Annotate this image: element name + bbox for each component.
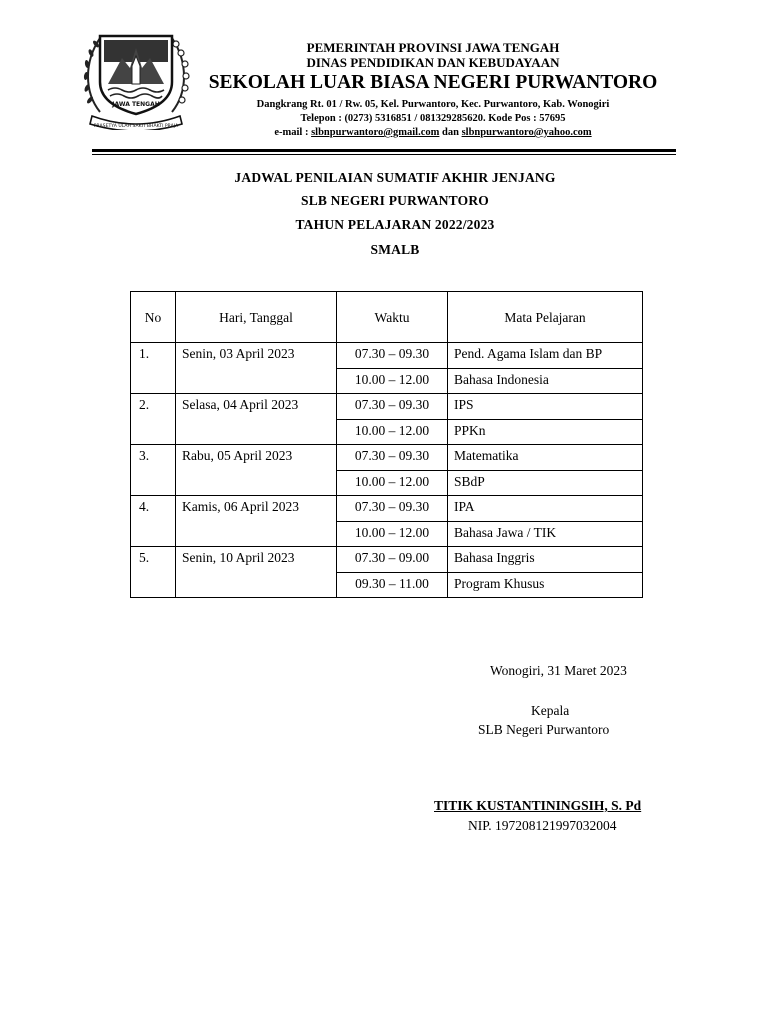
emblem-caption-top: JAWA TENGAH [112, 101, 160, 108]
row-subject: IPS [448, 394, 643, 420]
table-row [131, 521, 643, 547]
table-row [131, 445, 643, 471]
dept-line: DINAS PENDIDIKAN DAN KEBUDAYAAN [306, 55, 560, 70]
row-subject: PPKn [448, 419, 643, 445]
row-time: 10.00 – 12.00 [337, 419, 448, 445]
table-row [131, 368, 643, 394]
row-time: 07.30 – 09.00 [337, 547, 448, 573]
row-no: 4. [131, 496, 176, 522]
signatory-nip: NIP. 197208121997032004 [468, 818, 617, 833]
table-header-row [131, 292, 643, 343]
row-subject: IPA [448, 496, 643, 522]
exam-schedule-table [130, 291, 643, 598]
row-time: 10.00 – 12.00 [337, 368, 448, 394]
row-subject: Bahasa Jawa / TIK [448, 521, 643, 547]
school-name: SEKOLAH LUAR BIASA NEGERI PURWANTORO [208, 72, 658, 93]
row-time: 10.00 – 12.00 [337, 521, 448, 547]
table-row [131, 470, 643, 496]
row-subject: Pend. Agama Islam dan BP [448, 343, 643, 369]
row-time: 07.30 – 09.30 [337, 394, 448, 420]
school-phone: Telepon : (0273) 5316851 / 081329285620. Kode Pos : 57695 [300, 113, 566, 124]
row-time: 10.00 – 12.00 [337, 470, 448, 496]
signatory-name: TITIK KUSTANTININGSIH, S. Pd [434, 798, 642, 813]
table-row [131, 572, 643, 598]
row-no: 5. [131, 547, 176, 573]
row-time: 07.30 – 09.30 [337, 343, 448, 369]
signature-place-date: Wonogiri, 31 Maret 2023 [490, 663, 627, 678]
doc-title-line3: TAHUN PELAJARAN 2022/2023 [295, 217, 495, 232]
row-time: 09.30 – 11.00 [337, 572, 448, 598]
row-subject: Matematika [448, 445, 643, 471]
row-no: 2. [131, 394, 176, 420]
table-row [131, 496, 643, 522]
header-no: No [131, 292, 176, 343]
emblem-caption-bottom: PRASETYA ULAH SAKTI BHAKTI PRAJA [93, 124, 179, 129]
row-no: 3. [131, 445, 176, 471]
row-day: Kamis, 06 April 2023 [176, 496, 337, 522]
signature-position: Kepala [531, 703, 570, 718]
row-subject: Bahasa Indonesia [448, 368, 643, 394]
row-time: 07.30 – 09.30 [337, 445, 448, 471]
letterhead-text [190, 40, 676, 140]
row-day: Selasa, 04 April 2023 [176, 394, 337, 420]
email-link-gmail[interactable]: slbnpurwantoro@gmail.com [311, 127, 440, 138]
table-row [131, 343, 643, 369]
table-row [131, 419, 643, 445]
letterhead [0, 0, 768, 160]
table-row [131, 547, 643, 573]
row-subject: Program Khusus [448, 572, 643, 598]
header-subject: Mata Pelajaran [448, 292, 643, 343]
row-day: Senin, 03 April 2023 [176, 343, 337, 369]
letterhead-divider-thin [92, 154, 676, 155]
row-subject: Bahasa Inggris [448, 547, 643, 573]
doc-title-line2: SLB NEGERI PURWANTORO [300, 193, 489, 208]
email-prefix: e-mail : [274, 127, 312, 138]
table-row [131, 394, 643, 420]
row-no: 1. [131, 343, 176, 369]
school-email [190, 126, 676, 140]
row-day: Rabu, 05 April 2023 [176, 445, 337, 471]
row-subject: SBdP [448, 470, 643, 496]
doc-title-line1: JADWAL PENILAIAN SUMATIF AKHIR JENJANG [234, 170, 556, 185]
header-time: Waktu [337, 292, 448, 343]
doc-title-line4: SMALB [370, 242, 420, 257]
gov-line: PEMERINTAH PROVINSI JAWA TENGAH [306, 40, 560, 55]
signature-institution: SLB Negeri Purwantoro [478, 722, 610, 737]
email-conjunction: dan [439, 127, 462, 138]
school-address: Dangkrang Rt. 01 / Rw. 05, Kel. Purwantoro, Kec. Purwantoro, Kab. Wonogiri [256, 99, 610, 110]
email-link-yahoo[interactable]: slbnpurwantoro@yahoo.com [461, 127, 592, 138]
letterhead-divider-thick [92, 149, 676, 152]
header-day: Hari, Tanggal [176, 292, 337, 343]
row-time: 07.30 – 09.30 [337, 496, 448, 522]
row-day: Senin, 10 April 2023 [176, 547, 337, 573]
province-emblem-logo [78, 22, 194, 130]
